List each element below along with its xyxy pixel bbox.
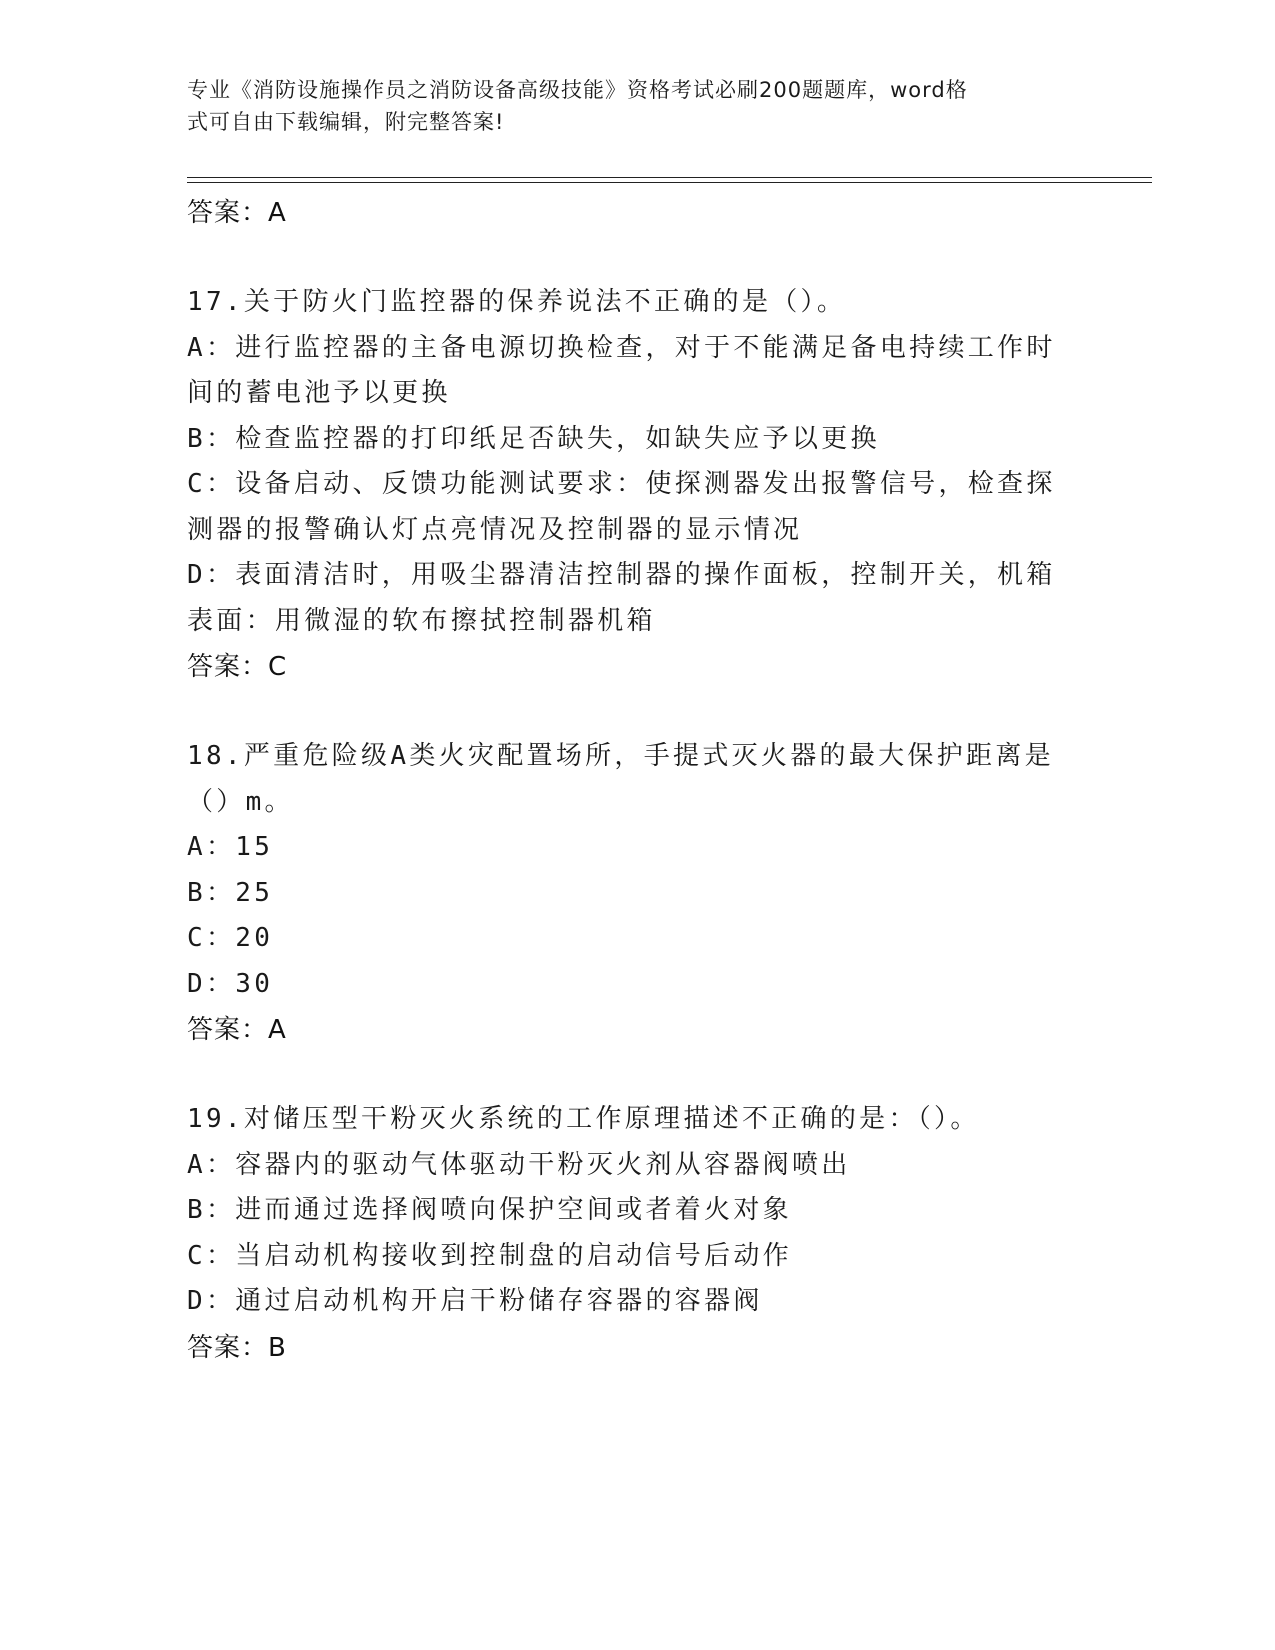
answer-label: 答案： <box>187 1332 269 1363</box>
answer-label: 答案： <box>187 1015 269 1045</box>
header-line-2: 式可自由下载编辑，附完整答案! <box>187 110 505 134</box>
question-stem: 19.对储压型干粉灭火系统的工作原理描述不正确的是：（）。 <box>187 1104 980 1134</box>
option-d: D：通过启动机构开启干粉储存容器的容器阀 <box>187 1286 763 1316</box>
answer-line <box>187 644 1087 690</box>
header-divider-top <box>187 177 1152 178</box>
option-c: C：当启动机构接收到控制盘的启动信号后动作 <box>187 1240 792 1271</box>
answer-label: 答案： <box>187 198 269 228</box>
header-line-1: 专业《消防设施操作员之消防设备高级技能》资格考试必刷200题题库，word格 <box>187 78 968 102</box>
answer-line <box>187 190 1087 236</box>
question-block <box>187 280 1087 690</box>
answer-value: A <box>268 1015 287 1045</box>
option-a: A：进行监控器的主备电源切换检查，对于不能满足备电持续工作时间的蓄电池予以更换 <box>187 332 1056 408</box>
question-stem: 17.关于防火门监控器的保养说法不正确的是（）。 <box>187 287 847 317</box>
question-stem: 18.严重危险级A类火灾配置场所，手提式灭火器的最大保护距离是（）m。 <box>187 741 1054 817</box>
option-d: D：30 <box>187 968 274 999</box>
option-b: B：检查监控器的打印纸足否缺失，如缺失应予以更换 <box>187 423 880 454</box>
question-block <box>187 734 1087 1053</box>
question-list <box>187 190 1087 1371</box>
option-c: C：设备启动、反馈功能测试要求：使探测器发出报警信号，检查探测器的报警确认灯点亮情况及控制器的显示情况 <box>187 469 1056 545</box>
question-block <box>187 1097 1087 1371</box>
option-b: B：25 <box>187 877 274 908</box>
option-a: A：容器内的驱动气体驱动干粉灭火剂从容器阀喷出 <box>187 1149 851 1180</box>
option-b: B：进而通过选择阀喷向保护空间或者着火对象 <box>187 1195 792 1225</box>
option-c: C：20 <box>187 923 274 953</box>
option-d: D：表面清洁时，用吸尘器清洁控制器的操作面板，控制开关，机箱表面：用微湿的软布擦拭控制器机箱 <box>187 560 1056 636</box>
answer-label: 答案： <box>187 652 269 682</box>
header-divider-bottom <box>187 182 1152 183</box>
document-header <box>187 74 1067 138</box>
answer-value: A <box>268 198 287 228</box>
option-a: A：15 <box>187 832 274 862</box>
answer-line <box>187 1325 1087 1371</box>
answer-value: B <box>268 1332 287 1363</box>
answer-value: C <box>268 652 288 682</box>
answer-line <box>187 1007 1087 1053</box>
